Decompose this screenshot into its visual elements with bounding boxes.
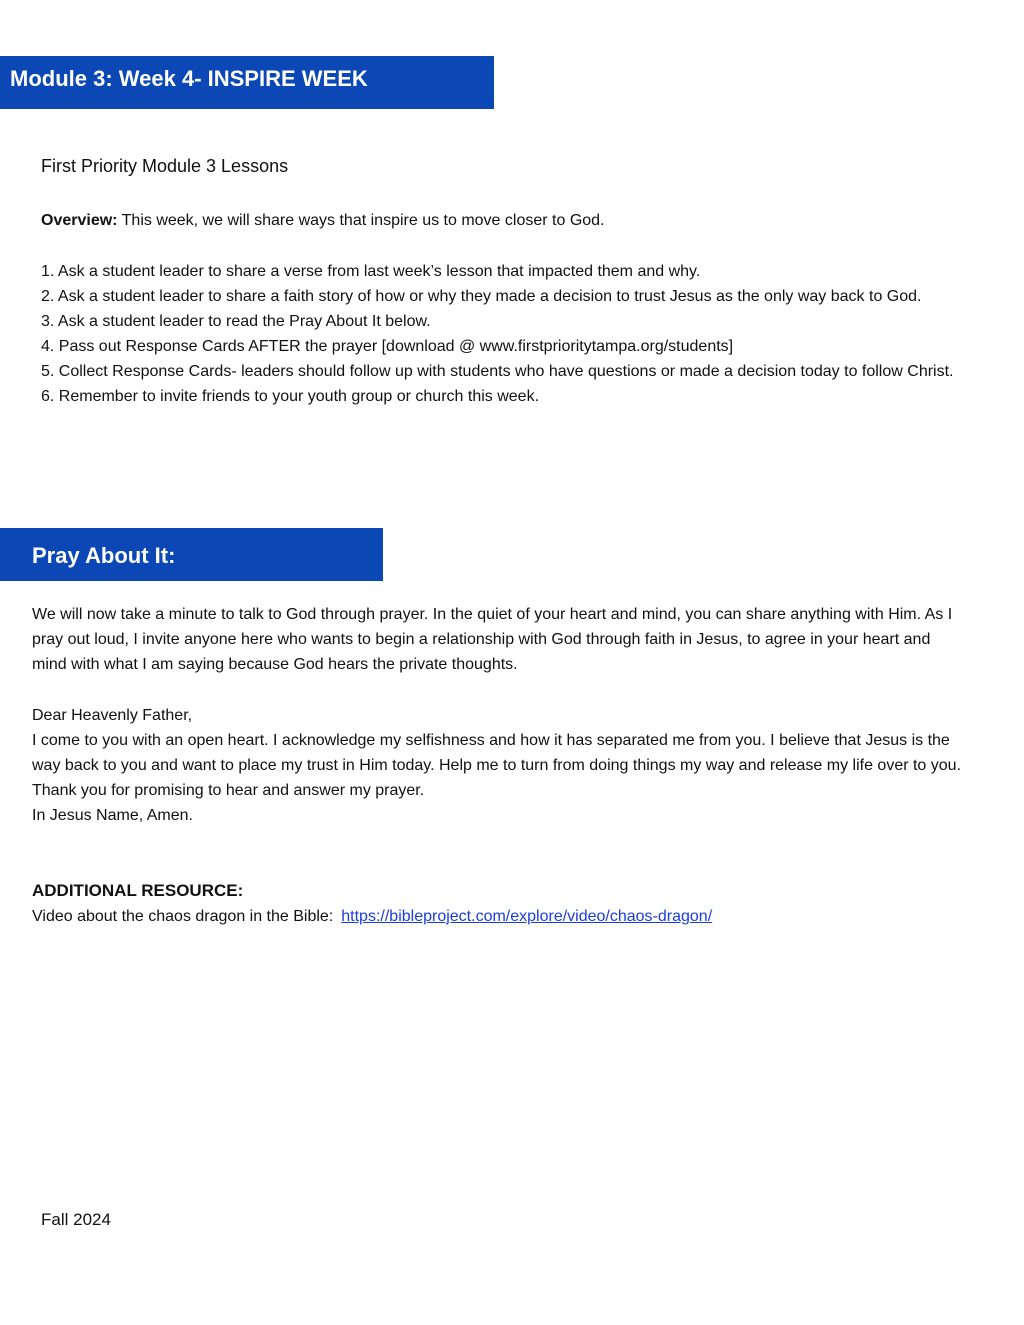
step-item: 3. Ask a student leader to read the Pray About It below. (41, 313, 431, 330)
step-item: 2. Ask a student leader to share a faith story of how or why they made a decision to trust Jesus as the only way back to God. (41, 288, 922, 305)
lesson-subtitle: First Priority Module 3 Lessons (41, 156, 289, 176)
step-item: 4. Pass out Response Cards AFTER the prayer [download @ www.firstprioritytampa.org/students] (41, 338, 734, 355)
module-title: Module 3: Week 4- INSPIRE WEEK (10, 66, 368, 91)
prayer-body: I come to you with an open heart. I acknowledge my selfishness and how it has separated me from you. I believe that Jesus is the way back to you and want to place my trust in Him today. Help me to turn from doing things my way and release my life over to you. Thank you for promising to hear and answer my prayer. (32, 732, 962, 799)
step-item: 5. Collect Response Cards- leaders should follow up with students who have questions or made a decision today to follow Christ. (41, 363, 954, 380)
resource-line (32, 905, 712, 929)
overview-label: Overview: (41, 212, 118, 229)
overview-text: This week, we will share ways that inspire us to move closer to God. (121, 212, 605, 229)
prayer-salutation: Dear Heavenly Father, (32, 707, 193, 724)
step-item: 1. Ask a student leader to share a verse from last week’s lesson that impacted them and why. (41, 263, 701, 280)
pray-heading-banner (0, 528, 383, 581)
steps-list (41, 259, 971, 409)
resource-heading: ADDITIONAL RESOURCE: (32, 881, 244, 900)
prayer-closing: In Jesus Name, Amen. (32, 807, 193, 824)
resource-link[interactable]: https://bibleproject.com/explore/video/chaos-dragon/ (341, 908, 713, 925)
overview (41, 210, 605, 232)
footer-term: Fall 2024 (41, 1210, 111, 1229)
pray-heading: Pray About It: (32, 543, 176, 568)
step-item: 6. Remember to invite friends to your youth group or church this week. (41, 388, 540, 405)
pray-intro: We will now take a minute to talk to God through prayer. In the quiet of your heart and mind, you can share anything with Him. As I pray out loud, I invite anyone here who wants to begin a relationship with God through faith in Jesus, to agree in your heart and mind with what I am saying because God hears the private thoughts. (32, 606, 953, 673)
prayer (32, 703, 962, 828)
resource-text: Video about the chaos dragon in the Bible: (32, 908, 334, 925)
module-title-banner (0, 56, 494, 109)
